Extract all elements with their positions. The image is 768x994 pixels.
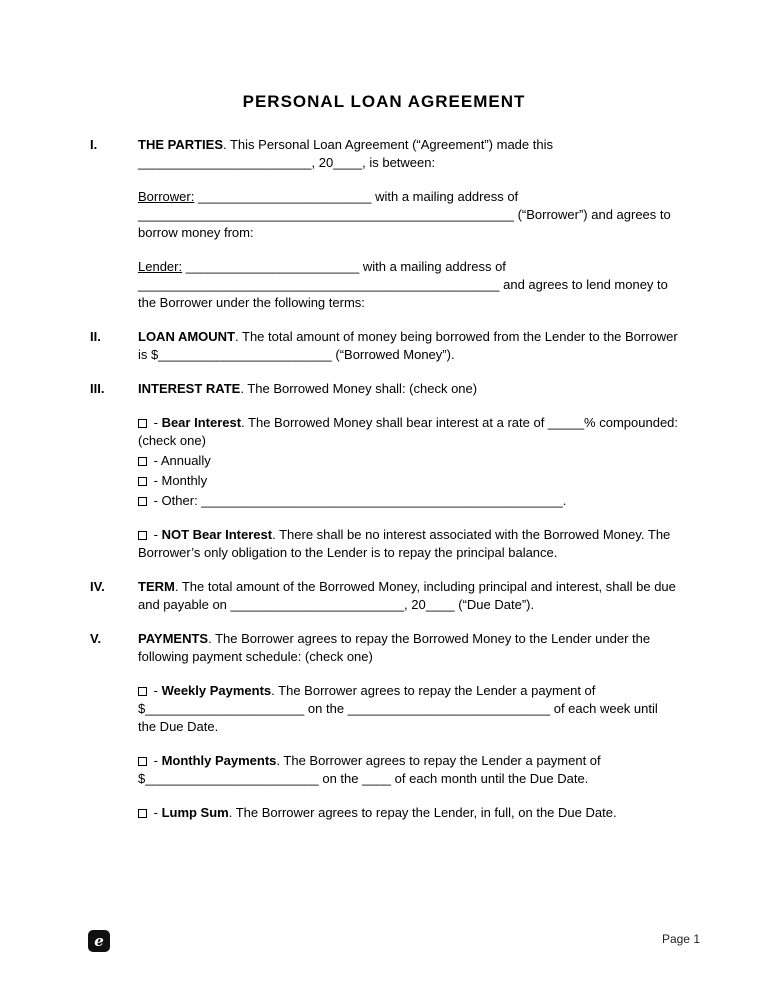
option-label: - NOT Bear Interest. There shall be no interest associated with the Borrowed Money. The Borrower’s only obligation to the Lender is to repay the principal balance. — [138, 527, 671, 560]
section-content — [138, 578, 678, 630]
section-heading: TERM. The total amount of the Borrowed Money, including principal and interest, shall be due and payable on ________________________, 20____ (“Due Date”). — [138, 579, 676, 612]
document-body — [90, 136, 678, 838]
page-number: Page 1 — [661, 932, 700, 946]
suboption-other — [138, 492, 678, 510]
section-content — [138, 136, 678, 328]
option-label: - Monthly Payments. The Borrower agrees to repay the Lender a payment of $________________________ on the ____ of each month until the Due Date. — [138, 753, 601, 786]
eforms-logo-icon — [88, 930, 110, 952]
section-content — [138, 630, 678, 838]
suboption-monthly — [138, 472, 678, 490]
paragraph-borrower: Borrower: ________________________ with a mailing address of ____________________________________________________ (“Borrower”) and agrees to borrow money from: — [138, 189, 671, 240]
checkbox-not-bear-interest-icon[interactable] — [138, 531, 147, 540]
option-not-bear-interest — [138, 526, 678, 562]
checkbox-monthly-icon[interactable] — [138, 477, 147, 486]
option-label: - Bear Interest. The Borrowed Money shall bear interest at a rate of _____% compounded: (check one) — [138, 415, 679, 448]
option-monthly-payments — [138, 752, 678, 788]
section-content — [138, 380, 678, 578]
document-title: PERSONAL LOAN AGREEMENT — [242, 92, 526, 111]
suboption-label: - Annually — [150, 453, 211, 468]
option-bear-interest — [138, 414, 678, 450]
section-heading: LOAN AMOUNT. The total amount of money being borrowed from the Lender to the Borrower is $________________________ (“Borrowed Money”). — [138, 329, 678, 362]
paragraph-lender: Lender: ________________________ with a mailing address of __________________________________________________ and agrees to lend money to the Borrower under the following terms: — [138, 259, 668, 310]
checkbox-monthly-payments-icon[interactable] — [138, 757, 147, 766]
section-numeral: II. — [90, 329, 101, 344]
section-the-parties — [90, 136, 678, 328]
suboption-annually — [138, 452, 678, 470]
option-weekly-payments — [138, 682, 678, 736]
section-heading: THE PARTIES. This Personal Loan Agreement (“Agreement”) made this ________________________, 20____, is between: — [138, 137, 553, 170]
checkbox-bear-interest-icon[interactable] — [138, 419, 147, 428]
section-term — [90, 578, 678, 630]
eforms-logo-letter: e — [94, 931, 104, 950]
option-label: - Lump Sum. The Borrower agrees to repay the Lender, in full, on the Due Date. — [150, 805, 617, 820]
section-numeral: III. — [90, 381, 105, 396]
checkbox-annually-icon[interactable] — [138, 457, 147, 466]
option-lump-sum — [138, 804, 678, 822]
option-label: - Weekly Payments. The Borrower agrees to repay the Lender a payment of $______________________ on the ____________________________ of each week until the Due Date. — [138, 683, 658, 734]
checkbox-other-icon[interactable] — [138, 497, 147, 506]
section-numeral: V. — [90, 631, 102, 646]
section-heading: INTEREST RATE. The Borrowed Money shall: (check one) — [138, 381, 478, 396]
suboption-label: - Monthly — [150, 473, 208, 488]
section-numeral: IV. — [90, 579, 105, 594]
section-interest-rate — [90, 380, 678, 578]
section-loan-amount — [90, 328, 678, 380]
section-content — [138, 328, 678, 380]
suboption-label: - Other: __________________________________________________. — [150, 493, 567, 508]
section-numeral: I. — [90, 137, 98, 152]
section-payments — [90, 630, 678, 838]
section-heading: PAYMENTS. The Borrower agrees to repay the Borrowed Money to the Lender under the following payment schedule: (check one) — [138, 631, 651, 664]
checkbox-lump-sum-icon[interactable] — [138, 809, 147, 818]
checkbox-weekly-payments-icon[interactable] — [138, 687, 147, 696]
